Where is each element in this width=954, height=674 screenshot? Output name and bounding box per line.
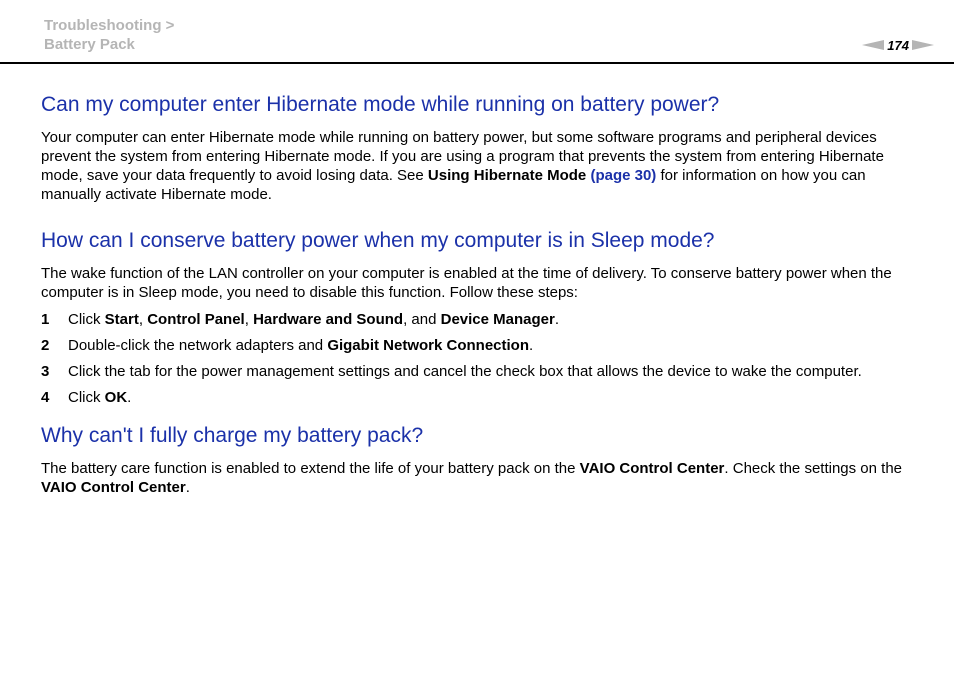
header-divider: [0, 62, 954, 64]
heading-charge: Why can't I fully charge my battery pack?: [41, 424, 424, 447]
step-1: 1 Click Start, Control Panel, Hardware and Sound, and Device Manager.: [41, 311, 560, 328]
heading-hibernate: Can my computer enter Hibernate mode while running on battery power?: [41, 93, 720, 116]
heading-sleep: How can I conserve battery power when my computer is in Sleep mode?: [41, 229, 715, 252]
breadcrumb: [44, 16, 174, 54]
main-content: [41, 92, 921, 497]
page-navigator: [862, 36, 934, 54]
page-number: 174: [887, 37, 909, 53]
previous-page-arrow-icon[interactable]: [862, 40, 884, 50]
step-3: 3 Click the tab for the power management settings and cancel the check box that allows the device to wake the computer.: [41, 363, 862, 380]
breadcrumb-battery-pack: Battery Pack: [44, 36, 135, 53]
step-4: 4 Click OK.: [41, 389, 132, 406]
next-page-arrow-icon[interactable]: [912, 40, 934, 50]
step-2: 2 Double-click the network adapters and Gigabit Network Connection.: [41, 337, 534, 354]
breadcrumb-troubleshooting[interactable]: Troubleshooting >: [44, 17, 175, 34]
sleep-intro: The wake function of the LAN controller on your computer is enabled at the time of delivery. To conserve battery power when the computer is in Sleep mode, you need to disable this function. Follow these steps:: [41, 265, 892, 301]
hibernate-paragraph: Your computer can enter Hibernate mode while running on battery power, but some software programs and peripheral devices prevent the system from entering Hibernate mode. If you are using a program that prevents the system from entering Hibernate mode, save your data frequently to avoid losing data. See Using Hibernate Mode (page 30) for information on how you can manually activate Hibernate mode.: [41, 129, 884, 203]
charge-paragraph: The battery care function is enabled to extend the life of your battery pack on the VAIO Control Center. Check the settings on the VAIO Control Center.: [41, 460, 903, 496]
steps-list: [41, 310, 921, 407]
page-30-link[interactable]: (page 30): [590, 167, 657, 184]
